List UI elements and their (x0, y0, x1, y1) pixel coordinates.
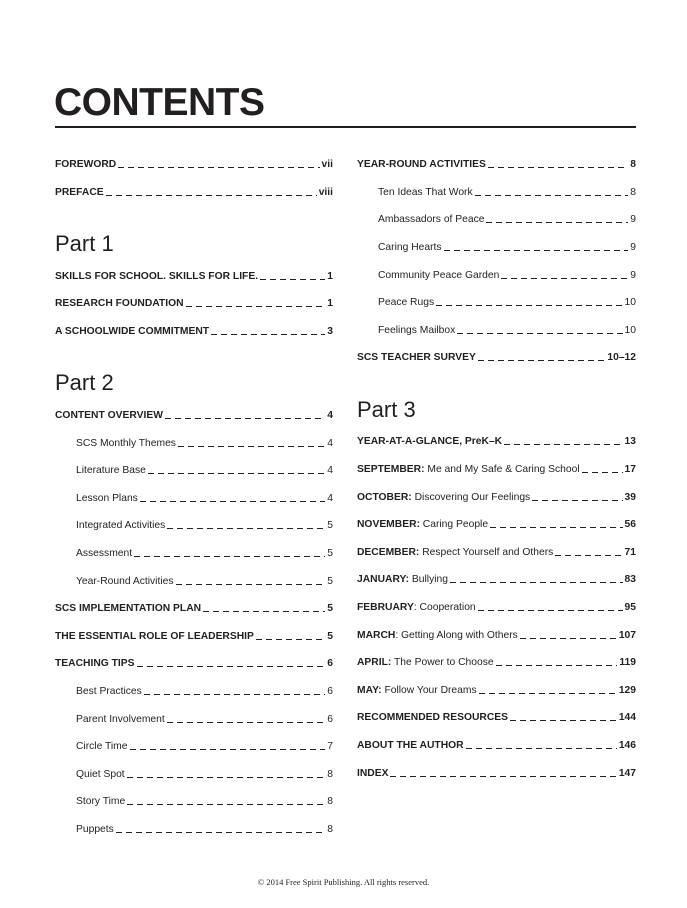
toc-entry[interactable] (357, 594, 636, 622)
toc-entry-page: 8 (327, 768, 333, 780)
dot-leader (127, 777, 326, 778)
toc-entry-title (357, 768, 388, 779)
toc-entry-title (357, 492, 530, 503)
dot-leader (260, 279, 325, 280)
toc-entry-title-text: Lesson Plans (76, 492, 138, 504)
toc-entry-page: 8 (327, 796, 333, 808)
toc-entry-page: 8 (630, 159, 636, 171)
toc-entry-page: 144 (618, 712, 636, 724)
toc-entry-title-text: Caring Hearts (378, 242, 442, 254)
dot-leader (478, 610, 623, 611)
dot-leader (186, 306, 326, 307)
dot-leader (167, 722, 326, 723)
toc-entry[interactable] (55, 179, 333, 207)
toc-entry-title-text: Quiet Spot (76, 768, 125, 780)
toc-entry-title (378, 242, 442, 253)
toc-entry-title (55, 159, 116, 170)
toc-entry-title (378, 187, 473, 198)
toc-entry-page: 146 (618, 739, 636, 751)
copyright-footer: © 2014 Free Spirit Publishing. All rights reserved. (257, 877, 430, 887)
toc-entry-title (76, 741, 128, 752)
toc-entry-title-text: Feelings Mailbox (378, 324, 456, 336)
toc-entry[interactable] (55, 540, 333, 568)
toc-entry-title (76, 548, 132, 559)
toc-entry-title (357, 685, 477, 696)
toc-entry-title (76, 493, 138, 504)
toc-entry-title (76, 714, 165, 725)
toc-entry-title (357, 352, 476, 363)
dot-leader (479, 693, 617, 694)
toc-entry-title-text: SCS Monthly Themes (76, 437, 176, 449)
dot-leader (520, 638, 617, 639)
toc-entry-page: 5 (327, 520, 333, 532)
toc-entry[interactable] (55, 788, 333, 816)
toc-entry-title-bold: A SCHOOLWIDE COMMITMENT (55, 326, 210, 338)
toc-entry-title-text: Ambassadors of Peace (378, 214, 485, 226)
toc-entry-title (76, 769, 125, 780)
toc-entry-page: 9 (630, 269, 636, 281)
toc-entry-title-text: Parent Involvement (76, 713, 165, 725)
toc-entry[interactable] (55, 512, 333, 540)
part-heading (357, 372, 636, 428)
toc-entry[interactable] (55, 402, 333, 430)
toc-entry-title-bold: SCS IMPLEMENTATION PLAN (55, 603, 202, 615)
toc-entry[interactable] (357, 179, 636, 207)
toc-entry-title (76, 824, 114, 835)
toc-entry[interactable] (357, 289, 636, 317)
toc-entry-page: 4 (327, 465, 333, 477)
dot-leader (486, 222, 628, 223)
toc-entry[interactable] (55, 151, 333, 179)
toc-entry-title-bold: INDEX (357, 767, 389, 779)
toc-entry-title (357, 657, 494, 668)
toc-entry-title-bold: CONTENT OVERVIEW (55, 410, 163, 422)
toc-entry-title-bold: FOREWORD (55, 159, 117, 171)
toc-entry-page: 9 (630, 242, 636, 254)
dot-leader (488, 167, 628, 168)
toc-entry-page: 7 (327, 741, 333, 753)
toc-entry-page: 4 (327, 492, 333, 504)
toc-entry-page: 107 (618, 629, 636, 641)
toc-entry[interactable] (357, 539, 636, 567)
dot-leader (501, 278, 628, 279)
toc-entry[interactable] (55, 733, 333, 761)
toc-entry-page: 13 (624, 436, 636, 448)
toc-entry-title-text: Puppets (76, 823, 114, 835)
toc-entry-page: 95 (624, 602, 636, 613)
part-heading-label: Part 2 (55, 370, 114, 396)
toc-entry-title-text: : Getting Along with Others (395, 629, 518, 641)
toc-entry-title (76, 796, 125, 807)
part-heading (55, 345, 333, 401)
dot-leader (582, 472, 623, 473)
toc-entry[interactable] (357, 206, 636, 234)
toc-entry-title-text: The Power to Choose (391, 657, 494, 669)
toc-entry-title-text: Best Practices (76, 685, 142, 697)
toc-entry-title (76, 520, 165, 531)
toc-entry-title (76, 438, 176, 449)
toc-entry[interactable] (55, 263, 333, 291)
toc-entry[interactable] (55, 457, 333, 485)
toc-entry-title (357, 602, 476, 613)
dot-leader (504, 444, 622, 445)
dot-leader (148, 473, 325, 474)
toc-entry-title-text: Follow Your Dreams (381, 684, 477, 696)
toc-entry-title-text: Year-Round Activities (76, 575, 174, 587)
toc-entry-page: 1 (327, 270, 333, 282)
dot-leader (436, 305, 622, 306)
dot-leader (478, 360, 606, 361)
toc-entry[interactable] (357, 566, 636, 594)
toc-entry-page: 147 (618, 767, 636, 779)
toc-entry-title-text: Integrated Activities (76, 520, 166, 532)
toc-entry-title-bold: RECOMMENDED RESOURCES (357, 712, 509, 724)
toc-entry[interactable] (357, 676, 636, 704)
toc-entry-page: 10 (624, 297, 636, 309)
toc-entry-title (378, 297, 434, 308)
toc-entry-page: 56 (624, 519, 636, 531)
toc-entry-page: 8 (630, 186, 636, 198)
toc-entry-title-bold: SEPTEMBER: (357, 464, 425, 476)
dot-leader (490, 527, 622, 528)
toc-entry-page: 5 (327, 548, 333, 560)
dot-leader (127, 804, 325, 805)
toc-entry-title (357, 159, 486, 170)
toc-entry-page: 8 (327, 823, 333, 835)
dot-leader (496, 665, 618, 666)
toc-entry-page: 3 (327, 326, 333, 338)
toc-entry-title-bold: MARCH (357, 629, 396, 641)
toc-entry-page: 5 (327, 603, 333, 615)
dot-leader (211, 334, 325, 335)
toc-entry[interactable] (357, 344, 636, 372)
toc-entry-title (55, 410, 163, 421)
toc-entry[interactable] (55, 485, 333, 513)
page-title: CONTENTS (54, 81, 265, 124)
toc-right-column (357, 151, 636, 787)
dot-leader (137, 666, 326, 667)
toc-entry[interactable] (55, 623, 333, 651)
dot-leader (106, 195, 317, 196)
toc-entry-title (357, 436, 502, 447)
toc-entry-title-text: Community Peace Garden (378, 269, 500, 281)
part-heading-label: Part 3 (357, 396, 416, 422)
dot-leader (165, 418, 325, 419)
dot-leader (167, 528, 325, 529)
toc-entry-title-text: Caring People (419, 519, 489, 531)
dot-leader (444, 250, 629, 251)
toc-entry-title (378, 214, 484, 225)
toc-entry-title-text: : Cooperation (413, 602, 476, 613)
dot-leader (140, 501, 325, 502)
toc-entry[interactable] (357, 759, 636, 787)
toc-entry-title-bold: MAY: (357, 684, 382, 696)
dot-leader (390, 776, 616, 777)
dot-leader (475, 195, 629, 196)
toc-entry-title-bold: JANUARY: (357, 574, 410, 586)
toc-entry-page: 83 (624, 574, 636, 586)
toc-entry-title-bold: YEAR-AT-A-GLANCE, PreK–K (357, 436, 503, 448)
toc-entry-title-bold: OCTOBER: (357, 491, 412, 503)
toc-entry-title (55, 271, 258, 282)
toc-entry-title-bold: FEBRUARY (357, 602, 414, 613)
toc-entry-title (357, 519, 488, 530)
toc-entry-title-bold: SCS TEACHER SURVEY (357, 352, 476, 364)
dot-leader (532, 500, 622, 501)
toc-entry-page: 6 (327, 685, 333, 697)
toc-entry-page: 6 (327, 658, 333, 670)
toc-entry-title-bold: ABOUT THE AUTHOR (357, 739, 464, 751)
toc-entry-title (357, 740, 464, 751)
part-heading (55, 206, 333, 262)
dot-leader (457, 333, 622, 334)
toc-entry-title (55, 631, 254, 642)
dot-leader (144, 694, 325, 695)
dot-leader (118, 167, 319, 168)
toc-entry-title-bold: PREFACE (55, 186, 104, 198)
toc-entry-title (378, 270, 499, 281)
toc-entry-title-text: Circle Time (76, 741, 128, 753)
toc-entry-title (76, 465, 146, 476)
toc-entry[interactable] (55, 650, 333, 678)
toc-entry-title-bold: SKILLS FOR SCHOOL. SKILLS FOR LIFE. (55, 270, 259, 282)
toc-entry-page: 9 (630, 214, 636, 226)
toc-entry-title (357, 630, 518, 641)
dot-leader (130, 749, 326, 750)
dot-leader (510, 720, 617, 721)
toc-entry-page: 71 (624, 546, 636, 558)
toc-entry[interactable] (357, 483, 636, 511)
toc-entry-title-bold: THE ESSENTIAL ROLE OF LEADERSHIP (55, 630, 254, 642)
toc-entry-title-bold: RESEARCH FOUNDATION (55, 298, 184, 310)
dot-leader (176, 584, 326, 585)
dot-leader (134, 556, 325, 557)
dot-leader (450, 582, 623, 583)
toc-entry-title (55, 298, 184, 309)
toc-entry[interactable] (357, 317, 636, 345)
toc-entry-title-bold: YEAR-ROUND ACTIVITIES (357, 159, 486, 171)
toc-entry-title-text: Bullying (409, 574, 448, 586)
toc-entry-page: 1 (327, 298, 333, 310)
toc-entry-title-text: Respect Yourself and Others (419, 546, 554, 558)
toc-entry[interactable] (357, 511, 636, 539)
toc-entry-title (357, 574, 448, 585)
toc-entry-title (357, 547, 553, 558)
toc-entry[interactable] (357, 261, 636, 289)
dot-leader (116, 832, 325, 833)
toc-entry-page: vii (321, 159, 333, 171)
toc-entry[interactable] (55, 705, 333, 733)
toc-entry-title (76, 686, 142, 697)
toc-entry-page: 10 (624, 324, 636, 336)
toc-entry[interactable] (55, 760, 333, 788)
toc-entry[interactable] (55, 318, 333, 346)
toc-entry-title-text: Literature Base (76, 465, 146, 477)
toc-entry[interactable] (357, 704, 636, 732)
toc-entry-page: 5 (327, 575, 333, 587)
toc-entry[interactable] (55, 429, 333, 457)
toc-entry-page: 17 (624, 464, 636, 476)
toc-entry[interactable] (55, 290, 333, 318)
toc-entry-page: 129 (618, 684, 636, 696)
toc-entry-title-text: Me and My Safe & Caring School (424, 464, 580, 476)
dot-leader (256, 639, 325, 640)
toc-entry-title (55, 326, 209, 337)
toc-entry-title (357, 712, 508, 723)
toc-entry-title-bold: TEACHING TIPS (55, 658, 135, 670)
part-heading-label: Part 1 (55, 231, 114, 257)
toc-entry[interactable] (55, 595, 333, 623)
toc-entry-title-text: Ten Ideas That Work (378, 186, 473, 198)
toc-entry[interactable] (55, 567, 333, 595)
toc-entry[interactable] (357, 151, 636, 179)
dot-leader (203, 611, 325, 612)
toc-entry[interactable] (55, 816, 333, 844)
toc-entry-title (378, 325, 455, 336)
toc-entry-title-text: Discovering Our Feelings (411, 491, 531, 503)
dot-leader (555, 555, 622, 556)
toc-entry-page: 39 (624, 491, 636, 503)
toc-entry-title (76, 576, 174, 587)
toc-left-column (55, 151, 333, 843)
toc-entry-title-text: Peace Rugs (378, 297, 435, 309)
toc-entry-title (55, 658, 135, 669)
toc-entry-title-bold: NOVEMBER: (357, 519, 420, 531)
dot-leader (466, 748, 617, 749)
title-rule (55, 126, 636, 128)
toc-entry[interactable] (357, 621, 636, 649)
toc-entry-title-bold: APRIL: (357, 657, 392, 669)
toc-entry[interactable] (357, 428, 636, 456)
toc-entry[interactable] (357, 649, 636, 677)
toc-entry-page: 5 (327, 630, 333, 642)
toc-entry-title-text: Story Time (76, 796, 126, 808)
toc-entry-page: 4 (327, 410, 333, 422)
toc-entry-page: viii (318, 186, 333, 198)
toc-entry-title (55, 187, 104, 198)
dot-leader (178, 446, 325, 447)
toc-entry[interactable] (357, 456, 636, 484)
toc-entry[interactable] (357, 234, 636, 262)
toc-entry-title-text: Assessment (76, 548, 133, 560)
toc-entry-page: 10–12 (607, 352, 636, 364)
toc-entry-title-bold: DECEMBER: (357, 546, 420, 558)
toc-entry-page: 119 (619, 657, 636, 669)
toc-entry[interactable] (55, 678, 333, 706)
toc-entry-page: 6 (327, 713, 333, 725)
toc-entry-title (55, 603, 201, 614)
toc-entry-title (357, 464, 580, 475)
toc-entry-page: 4 (327, 437, 333, 449)
toc-entry[interactable] (357, 732, 636, 760)
